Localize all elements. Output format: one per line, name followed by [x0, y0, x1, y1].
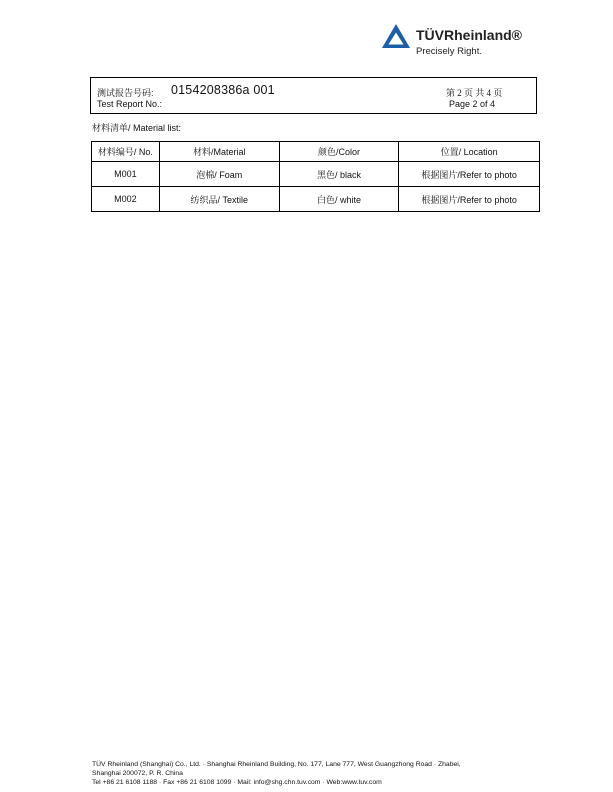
report-header-box [90, 77, 537, 114]
cell-color: 白色/ white [279, 187, 399, 212]
footer-city-line: Shanghai 200072, P. R. China [92, 769, 183, 777]
brand-tagline: Precisely Right. [416, 46, 482, 57]
header-material: 材料/Material [159, 142, 279, 162]
cell-no: M001 [92, 162, 160, 187]
material-table [91, 141, 540, 212]
report-number-label-en: Test Report No.: [97, 99, 163, 109]
page-indicator-cn: 第 2 页 共 4 页 [446, 88, 503, 98]
report-number: 0154208386a 001 [171, 83, 275, 97]
footer-address-line: TÜV Rheinland (Shanghai) Co., Ltd. · Shanghai Rheinland Building, No. 177, Lane 777, West Guangzhong Road · Zhabei, [92, 761, 461, 768]
cell-material: 纺织品/ Textile [159, 187, 279, 212]
cell-no: M002 [92, 187, 160, 212]
triangle-logo-icon [381, 23, 411, 49]
cell-material: 泡棉/ Foam [159, 162, 279, 187]
cell-location: 根据图片/Refer to photo [399, 187, 540, 212]
table-row [92, 187, 540, 212]
tuv-logo [381, 22, 541, 62]
header-no: 材料编号/ No. [92, 142, 160, 162]
page-indicator-en: Page 2 of 4 [449, 99, 496, 109]
cell-color: 黑色/ black [279, 162, 399, 187]
material-list-title: 材料清单/ Material list: [92, 123, 182, 133]
header-location: 位置/ Location [399, 142, 540, 162]
cell-location: 根据图片/Refer to photo [399, 162, 540, 187]
report-number-label-cn: 测试报告号码: [97, 88, 154, 98]
header-color: 颜色/Color [279, 142, 399, 162]
table-header-row [92, 142, 540, 162]
footer-contact-line: Tel +86 21 6108 1188 · Fax +86 21 6108 1099 · Mail: info@shg.chn.tuv.com · Web:www.tuv.com [92, 778, 382, 786]
page-footer [92, 761, 532, 787]
brand-name: TÜVRheinland® [416, 27, 522, 43]
table-row [92, 162, 540, 187]
